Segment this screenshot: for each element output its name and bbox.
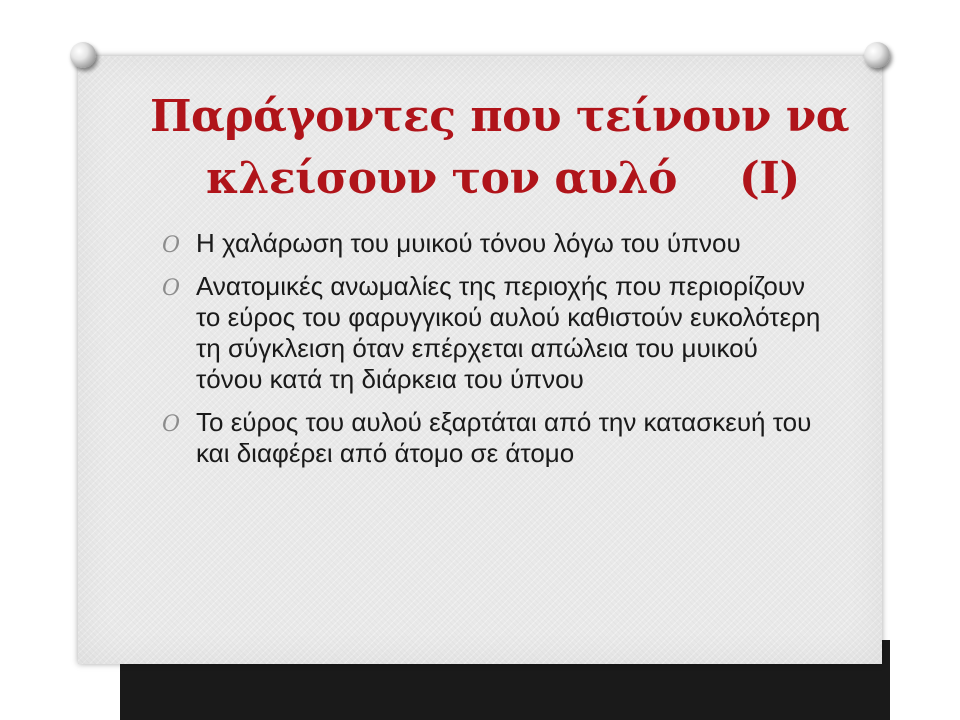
- bullet-text: Το εύρος του αυλού εξαρτάται από την κατασκευή του και διαφέρει από άτομο σε άτομο: [196, 407, 812, 468]
- bullet-marker-icon: O: [162, 276, 181, 301]
- slide-title-line-2-text: κλείσουν τον αυλό: [206, 153, 677, 204]
- bullet-item: [162, 407, 822, 469]
- slide-title: [150, 86, 850, 210]
- slide-title-part-number: (Ι): [738, 153, 800, 204]
- bullet-text: Ανατομικές ανωμαλίες της περιοχής που περιορίζουν το εύρος του φαρυγγικού αυλού καθιστούν ευκολότερη τη σύγκλειση όταν επέρχεται απώλεια του μυικού τόνου κατά τη διάρκεια του ύπνου: [196, 271, 821, 394]
- bullet-text: Η χαλάρωση του μυικού τόνου λόγω του ύπνου: [196, 228, 741, 258]
- bullet-marker-icon: O: [162, 233, 181, 258]
- bullet-list: [162, 228, 822, 481]
- bullet-item: [162, 228, 822, 259]
- bullet-item: [162, 271, 822, 395]
- pushpin-right-icon: [864, 42, 890, 68]
- bullet-marker-icon: O: [162, 412, 181, 437]
- slide-title-line-1: Παράγοντες που τείνουν να: [150, 91, 850, 142]
- pushpin-left-icon: [70, 42, 96, 68]
- slide-title-line-2: [150, 148, 830, 210]
